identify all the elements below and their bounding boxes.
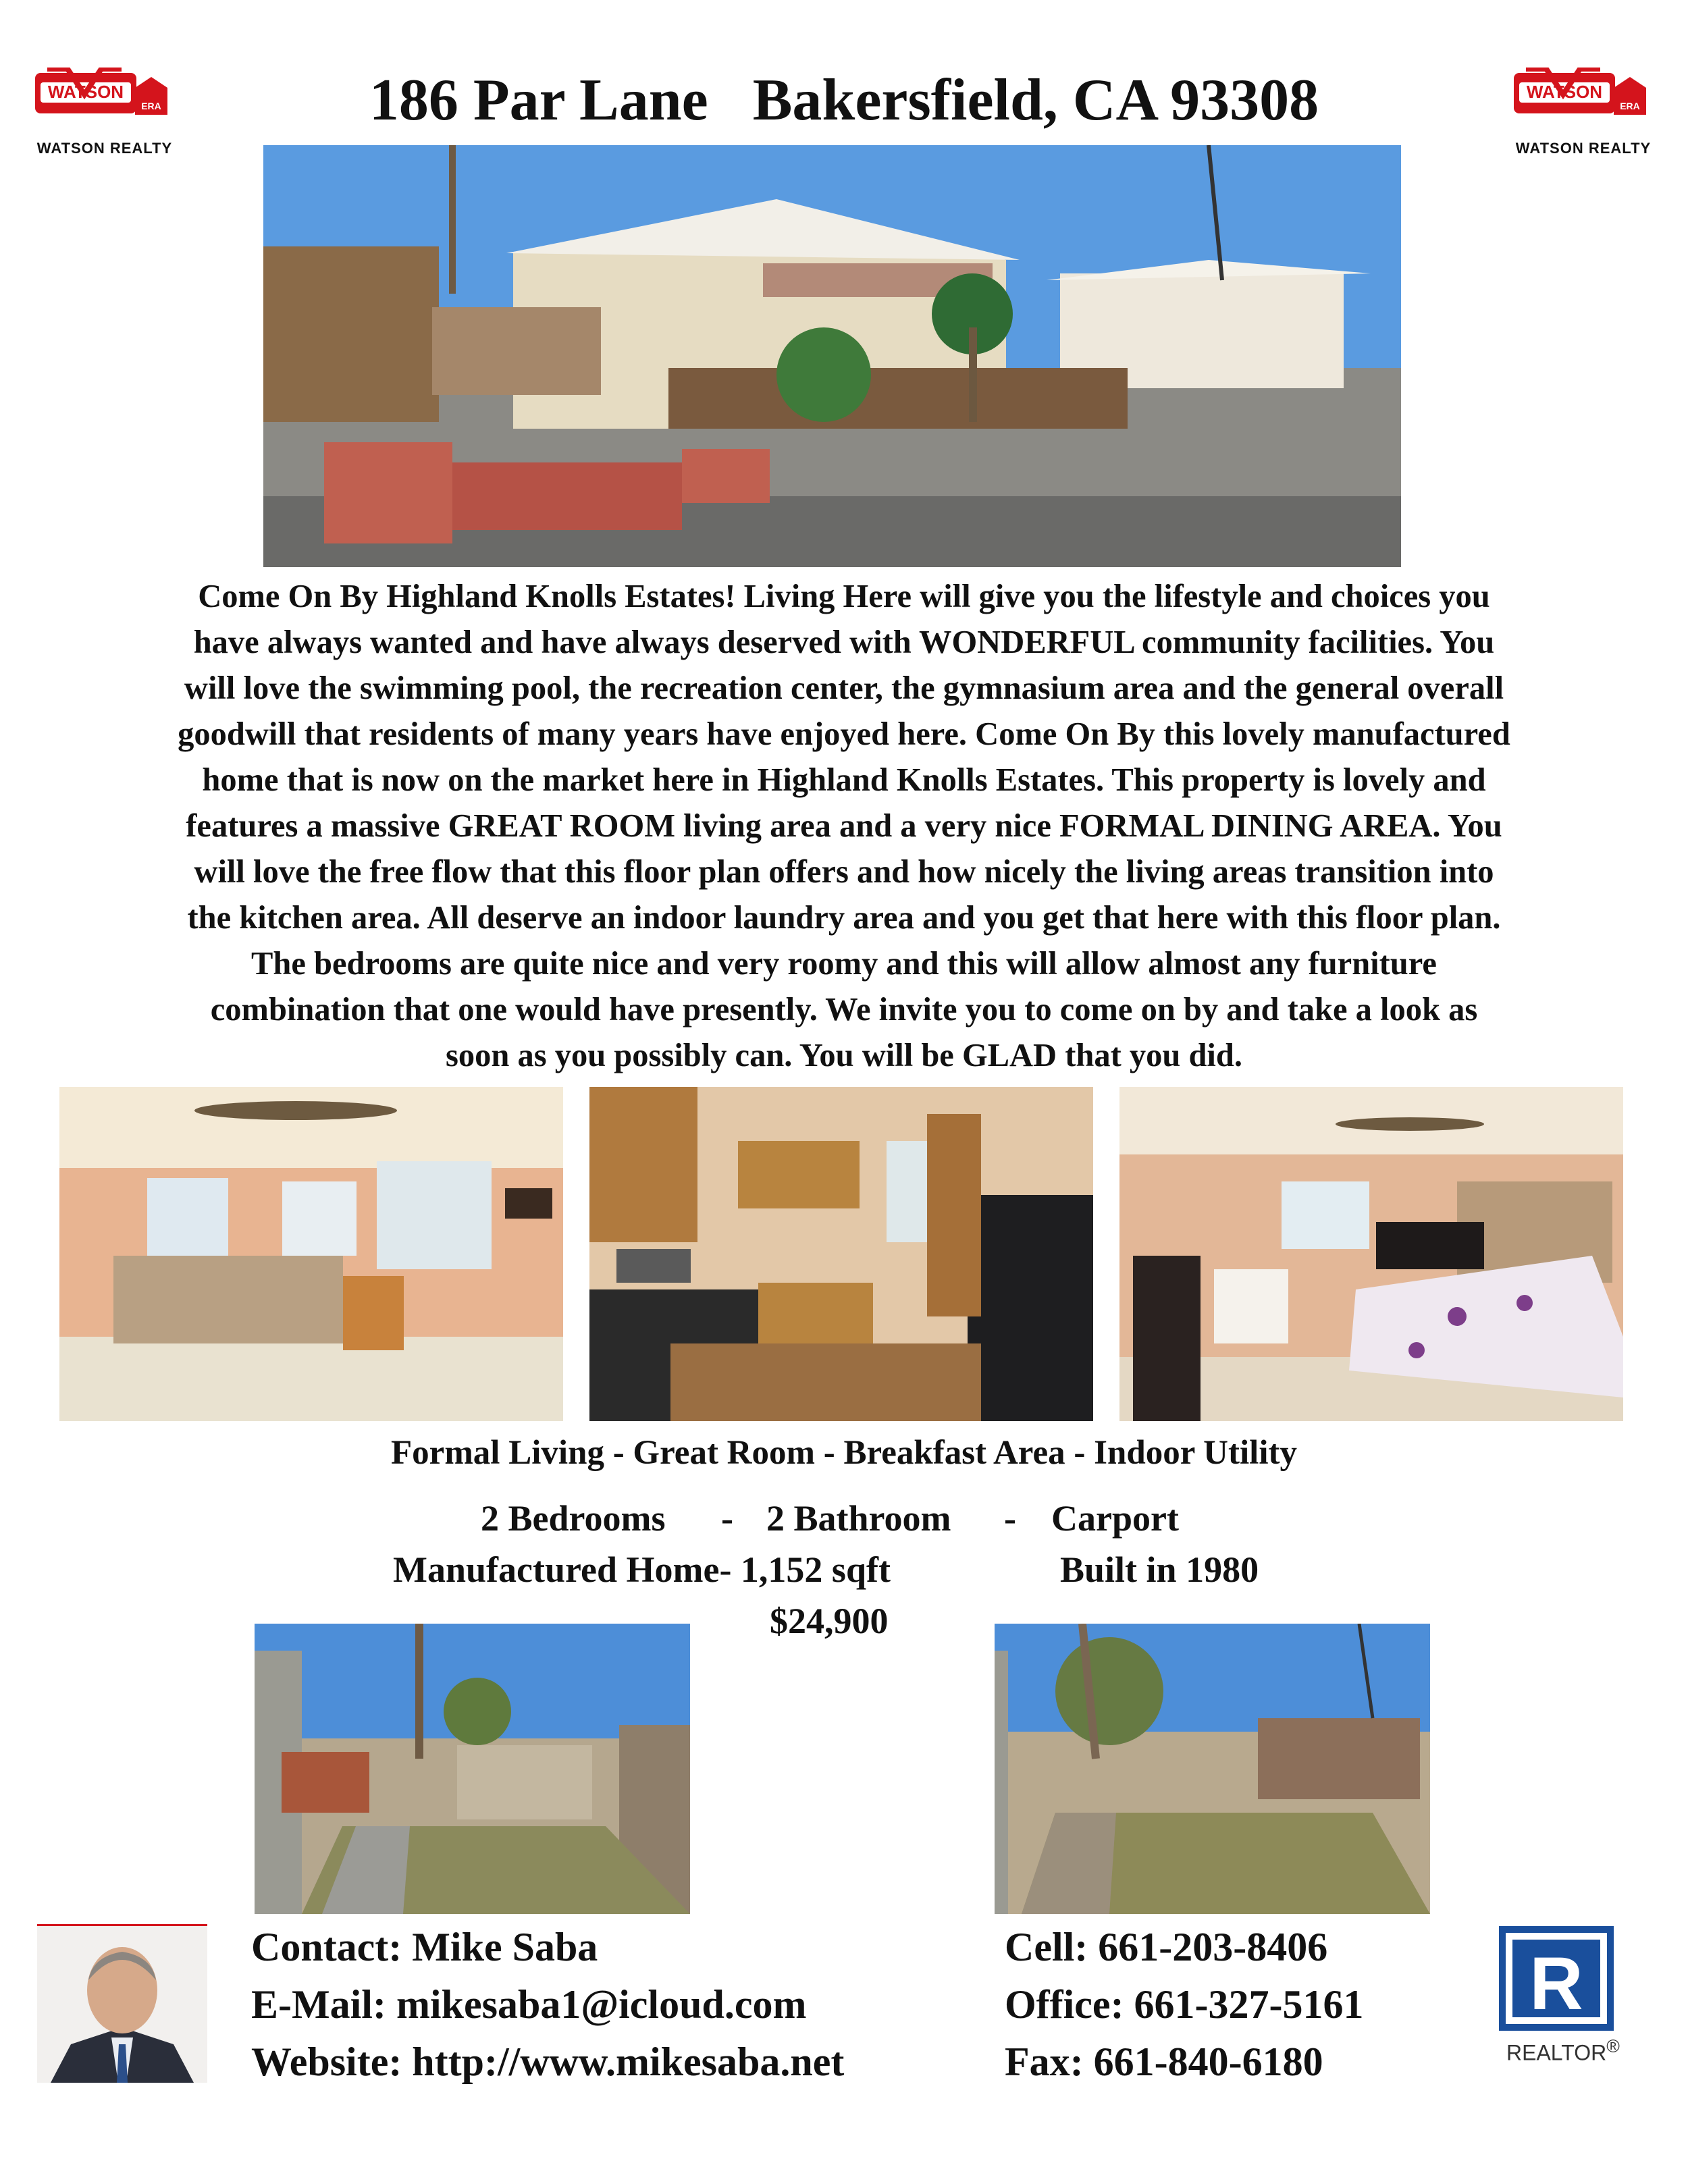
contact-name: Contact: Mike Saba xyxy=(251,1925,598,1969)
description-line: combination that one would have presently. We invite you to come on by and take a look as xyxy=(210,992,1478,1028)
listing-price: $24,900 xyxy=(770,1601,889,1641)
backyard-photo-left xyxy=(255,1624,690,1914)
svg-text:WATSON: WATSON xyxy=(47,82,124,102)
svg-text:ERA: ERA xyxy=(141,101,161,111)
description-line: goodwill that residents of many years have enjoyed here. Come On By this lovely manufactured xyxy=(178,716,1510,752)
realtor-label: REALTOR xyxy=(1506,2040,1607,2065)
svg-text:R: R xyxy=(1529,1942,1583,2025)
logo-caption: WATSON REALTY xyxy=(36,140,173,157)
description-line: Come On By Highland Knolls Estates! Living Here will give you the lifestyle and choices you xyxy=(198,579,1490,614)
parking-type: Carport xyxy=(1051,1498,1179,1539)
description-line: soon as you possibly can. You will be GLAD that you did. xyxy=(445,1038,1243,1073)
description-line: the kitchen area. All deserve an indoor laundry area and you get that here with this floor plan. xyxy=(187,900,1501,936)
svg-text:WATSON: WATSON xyxy=(1526,82,1603,102)
contact-fax: Fax: 661-840-6180 xyxy=(1005,2040,1323,2084)
contact-website[interactable]: Website: http://www.mikesaba.net xyxy=(251,2040,845,2084)
kitchen-photo xyxy=(589,1087,1093,1421)
property-address-title: 186 Par Lane Bakersfield, CA 93308 xyxy=(369,68,1319,133)
realtor-logo xyxy=(1496,1923,1631,2065)
description-line: will love the swimming pool, the recreation center, the gymnasium area and the general overall xyxy=(184,670,1504,706)
home-type-size: Manufactured Home- 1,152 sqft xyxy=(393,1549,891,1590)
contact-cell[interactable]: Cell: 661-203-8406 xyxy=(1005,1925,1328,1969)
logo-caption: WATSON REALTY xyxy=(1515,140,1652,157)
description-line: features a massive GREAT ROOM living area and a very nice FORMAL DINING AREA. You xyxy=(186,808,1502,844)
exterior-photo xyxy=(263,145,1401,567)
registered-mark: ® xyxy=(1606,2036,1620,2056)
living-room-photo xyxy=(59,1087,563,1421)
contact-email[interactable]: E-Mail: mikesaba1@icloud.com xyxy=(251,1982,807,2027)
svg-text:ERA: ERA xyxy=(1620,101,1640,111)
spec-separator: - xyxy=(1004,1498,1016,1539)
description-line: will love the free flow that this floor plan offers and how nicely the living areas transition into xyxy=(194,854,1494,890)
description-line: home that is now on the market here in Highland Knolls Estates. This property is lovely and xyxy=(202,762,1486,798)
description-line: have always wanted and have always deserved with WONDERFUL community facilities. You xyxy=(193,624,1495,660)
year-built: Built in 1980 xyxy=(1060,1549,1259,1590)
contact-office[interactable]: Office: 661-327-5161 xyxy=(1005,1982,1364,2027)
agent-photo xyxy=(37,1924,207,2083)
features-line: Formal Living - Great Room - Breakfast Area - Indoor Utility xyxy=(391,1434,1297,1472)
property-description xyxy=(47,574,1641,1079)
bathrooms-count: 2 Bathroom xyxy=(766,1498,951,1539)
description-line: The bedrooms are quite nice and very roomy and this will allow almost any furniture xyxy=(251,946,1437,982)
backyard-photo-right xyxy=(995,1624,1430,1914)
bedrooms-count: 2 Bedrooms xyxy=(481,1498,666,1539)
bedroom-photo xyxy=(1119,1087,1623,1421)
spec-separator: - xyxy=(721,1498,733,1539)
